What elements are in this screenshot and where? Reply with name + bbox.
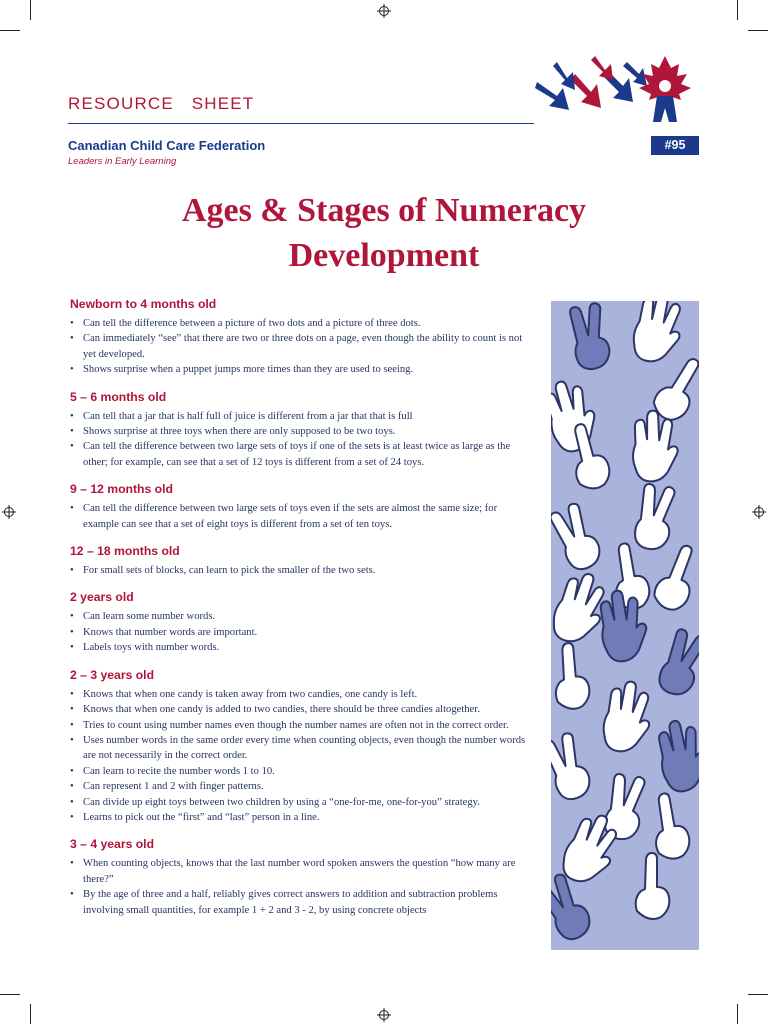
list-item: • Learns to pick out the “first” and “last” person in a line. (70, 810, 532, 825)
registration-mark-icon (752, 505, 766, 519)
stage-section (70, 590, 532, 655)
stage-list (70, 856, 532, 918)
stage-heading: 3 – 4 years old (70, 837, 155, 852)
list-item: • Can represent 1 and 2 with finger patterns. (70, 779, 532, 794)
stage-list (70, 316, 532, 378)
crop-mark (30, 0, 31, 20)
hands-pattern-icon (551, 301, 699, 950)
stage-section (70, 668, 532, 826)
stage-heading: 12 – 18 months old (70, 544, 180, 559)
stage-list (70, 409, 532, 471)
stage-heading: 2 years old (70, 590, 134, 605)
header-divider (68, 123, 534, 124)
organization-name: Canadian Child Care Federation (68, 138, 266, 153)
list-item: • Shows surprise when a puppet jumps more times than they are used to seeing. (70, 362, 532, 377)
resource-sheet-label: RESOURCE SHEET (68, 94, 255, 113)
stage-section (70, 544, 532, 578)
stage-section (70, 837, 532, 918)
stage-section (70, 297, 532, 378)
list-item: • Can tell the difference between two large sets of toys even if the sets are almost the same size; for example can see that a set of eight toys is different from a set of ten toys. (70, 501, 532, 532)
list-item: • For small sets of blocks, can learn to pick the smaller of the two sets. (70, 563, 532, 578)
stage-heading: Newborn to 4 months old (70, 297, 217, 311)
crop-mark (0, 30, 20, 31)
stage-heading: 5 – 6 months old (70, 389, 167, 404)
list-item: • Can tell the difference between two large sets of toys if one of the sets is at least twice as large as the other; for example, can see that a set of 12 toys is different from a set of 24 toys. (70, 439, 532, 470)
crop-mark (737, 1004, 738, 1024)
list-item: • Can learn some number words. (70, 609, 532, 624)
list-item: • Can learn to recite the number words 1 to 10. (70, 764, 532, 779)
registration-mark-icon (377, 4, 391, 18)
list-item: • By the age of three and a half, reliably gives correct answers to addition and subtraction problems involving small quantities, for example 1 + 2 and 3 - 2, by using concrete objects (70, 887, 532, 918)
list-item: • Tries to count using number names even though the number names are often not in the correct order. (70, 718, 532, 733)
crop-mark (737, 0, 738, 20)
stage-list (70, 563, 532, 578)
page-title (60, 188, 708, 278)
list-item: • Can immediately “see” that there are two or three dots on a page, even though the ability to count is not yet developed. (70, 331, 532, 362)
stage-section (70, 482, 532, 532)
stage-section (70, 390, 532, 471)
list-item: • Labels toys with number words. (70, 640, 532, 655)
title-line-2: Development (288, 237, 480, 274)
stages-content (70, 297, 532, 930)
organization-tagline: Leaders in Early Learning (68, 156, 177, 167)
crop-mark (0, 994, 20, 995)
stage-list (70, 501, 532, 532)
list-item: • When counting objects, knows that the last number word spoken answers the question “how many are there?” (70, 856, 532, 887)
stage-heading: 9 – 12 months old (70, 482, 173, 497)
list-item: • Can tell the difference between a picture of two dots and a picture of three dots. (70, 316, 532, 331)
ccf-logo-icon (535, 52, 700, 124)
crop-mark (748, 30, 768, 31)
sheet-number-badge: #95 (651, 136, 699, 155)
list-item: • Knows that when one candy is taken away from two candies, one candy is left. (70, 687, 532, 702)
list-item: • Knows that when one candy is added to two candies, there should be three candies altogether. (70, 702, 532, 717)
stage-list (70, 687, 532, 826)
hands-illustration-sidebar (551, 301, 699, 950)
registration-mark-icon (377, 1008, 391, 1022)
crop-mark (30, 1004, 31, 1024)
list-item: • Can tell that a jar that is half full of juice is different from a jar that that is full (70, 409, 532, 424)
list-item: • Can divide up eight toys between two children by using a “one-for-me, one-for-you” strategy. (70, 795, 532, 810)
list-item: • Knows that number words are important. (70, 625, 532, 640)
stage-list (70, 609, 532, 655)
list-item: • Shows surprise at three toys when there are only supposed to be two toys. (70, 424, 532, 439)
registration-mark-icon (2, 505, 16, 519)
crop-mark (748, 994, 768, 995)
list-item: • Uses number words in the same order every time when counting objects, even though the number words are not necessarily in the correct order. (70, 733, 532, 764)
stage-heading: 2 – 3 years old (70, 667, 155, 682)
title-line-1: Ages & Stages of Numeracy (181, 192, 587, 229)
